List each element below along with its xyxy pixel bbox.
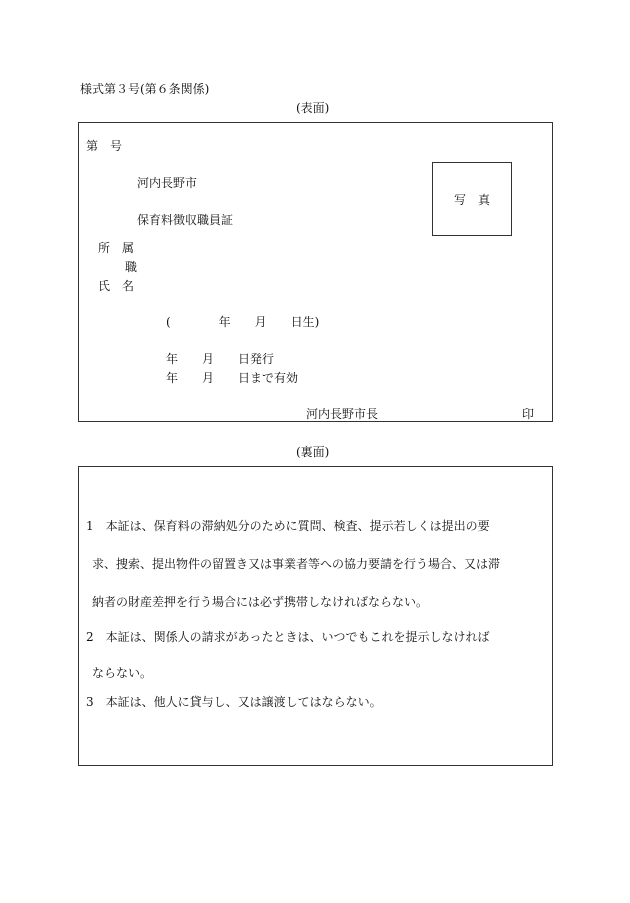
name-label: 氏名: [98, 279, 147, 293]
photo-label: 写真: [453, 192, 502, 207]
issuer-title: 河内長野市長: [306, 407, 379, 421]
card-number-label: 第 号: [86, 139, 123, 153]
card-title: 保育料徴収職員証: [137, 213, 234, 227]
affiliation-label: 所属: [98, 241, 147, 255]
birth-date-line: ( 年 月 日生): [166, 315, 320, 329]
back-item-3-line-1: 3 本証は、他人に貸与し、又は譲渡してはならない。: [86, 695, 382, 709]
back-item-1-line-1: 1 本証は、保育料の滞納処分のために質問、検査、提示若しくは提出の要: [86, 519, 490, 533]
back-label: (裏面): [296, 445, 330, 459]
position-label: 職: [125, 260, 138, 274]
back-item-1-line-3: 納者の財産差押を行う場合には必ず携帯しなければならない。: [92, 595, 429, 609]
form-number: 様式第３号(第６条関係): [80, 82, 210, 96]
back-item-2-line-2: ならない。: [92, 666, 153, 680]
city-name: 河内長野市: [137, 176, 198, 190]
seal-mark: 印: [522, 407, 535, 421]
back-item-2-line-1: 2 本証は、関係人の請求があったときは、いつでもこれを提示しなければ: [86, 630, 490, 644]
front-label: (表面): [296, 101, 330, 115]
back-card: [78, 466, 553, 766]
issue-date-line: 年 月 日発行: [166, 352, 275, 366]
valid-until-line: 年 月 日まで有効: [166, 371, 299, 385]
photo-box: [432, 162, 512, 236]
back-item-1-line-2: 求、捜索、提出物件の留置き又は事業者等への協力要請を行う場合、又は滞: [92, 557, 501, 571]
